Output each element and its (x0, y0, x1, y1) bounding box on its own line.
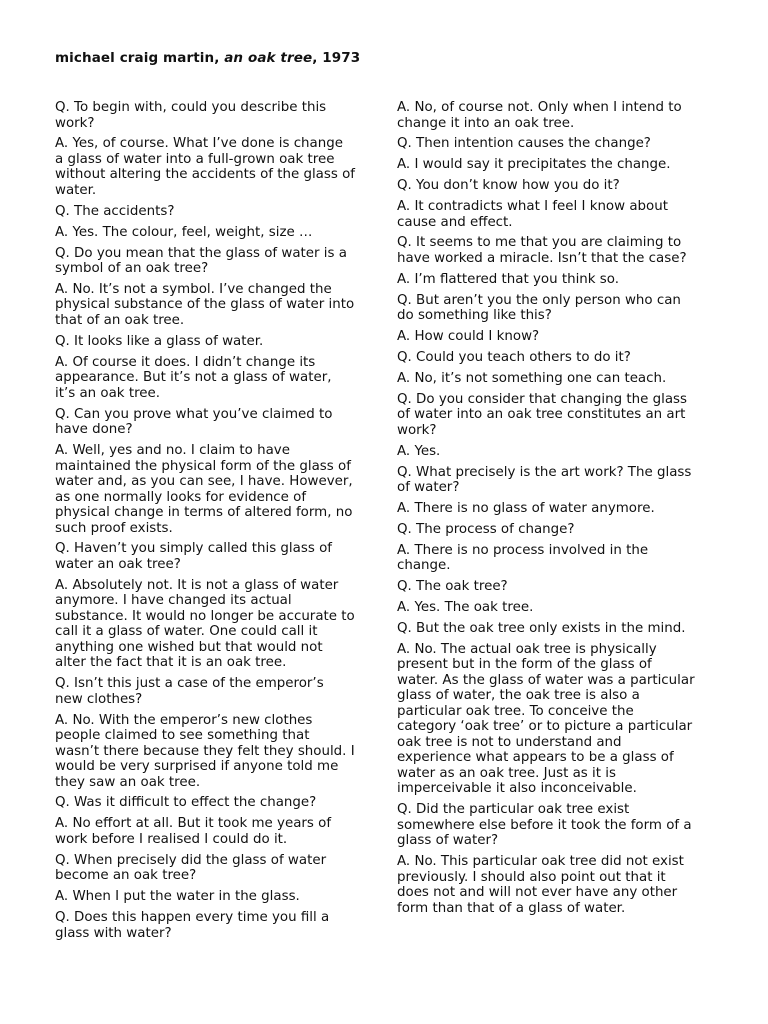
paragraph: A. Yes. The oak tree. (397, 600, 534, 616)
paragraph: Q. But aren’t you the only person who can do something like this? (397, 292, 681, 324)
paragraph: Q. Do you consider that changing the glass of water into an oak tree constitutes an art work? (397, 391, 687, 438)
work-title: an oak tree (224, 50, 313, 66)
heading-separator: , (312, 50, 323, 66)
paragraph: A. How could I know? (397, 329, 540, 345)
paragraph: A. Yes, of course. What I’ve done is change a glass of water into a full-grown oak tree without altering the accidents of the glass of water. (55, 136, 356, 198)
paragraph: Q. Does this happen every time you fill a glass with water? (55, 910, 330, 941)
paragraph: Q. Did the particular oak tree exist somewhere else before it took the form of a glass of water? (397, 802, 692, 849)
paragraph: A. There is no process involved in the change. (397, 542, 649, 574)
paragraph: Q. Was it difficult to effect the change? (55, 795, 317, 811)
paragraph: Q. When precisely did the glass of water become an oak tree? (55, 852, 327, 884)
paragraph: Q. Then intention causes the change? (397, 136, 651, 152)
paragraph: Q. Haven’t you simply called this glass of water an oak tree? (55, 541, 332, 572)
paragraph: Q. The oak tree? (397, 579, 508, 595)
paragraph: A. Yes. The colour, feel, weight, size … (55, 224, 313, 240)
paragraph: A. It contradicts what I feel I know about cause and effect. (397, 199, 668, 230)
right-column (397, 100, 697, 921)
paragraph: A. No. This particular oak tree did not exist previously. I should also point out that it does not and will not ever have any other form than that of a glass of water. (397, 854, 684, 916)
paragraph: A. I’m flattered that you think so. (397, 271, 619, 287)
paragraph: Q. Can you prove what you’ve claimed to have done? (55, 406, 333, 438)
paragraph: A. I would say it precipitates the change. (397, 157, 671, 173)
paragraph: A. Absolutely not. It is not a glass of water anymore. I have changed its actual substance. It would no longer be accurate to call it a glass of water. One could call it anything one wished but that would not alter the fact that it is an oak tree. (55, 577, 355, 671)
left-column (55, 100, 355, 946)
paragraph: A. No. It’s not a symbol. I’ve changed the physical substance of the glass of water into that of an oak tree. (55, 281, 355, 328)
paragraph: A. No effort at all. But it took me years of work before I realised I could do it. (55, 816, 332, 847)
paragraph: A. When I put the water in the glass. (55, 889, 300, 905)
paragraph: A. Yes. (397, 443, 441, 459)
paragraph: Q. It looks like a glass of water. (55, 333, 264, 349)
paragraph: Q. What precisely is the art work? The glass of water? (397, 464, 692, 496)
paragraph: A. No, it’s not something one can teach. (397, 370, 667, 386)
paragraph: A. Well, yes and no. I claim to have maintained the physical form of the glass of water and, as you can see, I have. However, as one normally looks for evidence of physical change in terms of altered form, no such proof exists. (55, 443, 353, 536)
work-year: 1973 (322, 50, 361, 66)
paragraph: Q. Isn’t this just a case of the emperor’s new clothes? (55, 676, 324, 707)
document-heading (55, 50, 360, 66)
paragraph: Q. It seems to me that you are claiming to have worked a miracle. Isn’t that the case? (397, 235, 687, 266)
paragraph: Q. Could you teach others to do it? (397, 350, 631, 366)
paragraph: A. No. The actual oak tree is physically present but in the form of the glass of water. As the glass of water was a particular glass of water, the oak tree is also a particular oak tree. To conceive the category ‘oak tree’ or to picture a particular oak tree is not to understand and experience what appears to be a glass of water as an oak tree. Just as it is imperceivable it also inconceivable. (397, 641, 695, 797)
paragraph: Q. Do you mean that the glass of water is a symbol of an oak tree? (55, 245, 347, 277)
paragraph: A. No. With the emperor’s new clothes people claimed to see something that wasn’t there because they felt they should. I would be very surprised if anyone told me they saw an oak tree. (55, 712, 355, 790)
paragraph: A. There is no glass of water anymore. (397, 500, 655, 516)
paragraph: Q. But the oak tree only exists in the mind. (397, 620, 686, 636)
paragraph: A. Of course it does. I didn’t change its appearance. But it’s not a glass of water, it’s an oak tree. (55, 354, 332, 401)
artist-name: michael craig martin, (55, 50, 225, 66)
paragraph: Q. The process of change? (397, 521, 575, 537)
paragraph: Q. To begin with, could you describe this work? (55, 100, 327, 131)
paragraph: Q. You don’t know how you do it? (397, 178, 620, 194)
paragraph: Q. The accidents? (55, 203, 175, 219)
paragraph: A. No, of course not. Only when I intend to change it into an oak tree. (397, 100, 682, 131)
